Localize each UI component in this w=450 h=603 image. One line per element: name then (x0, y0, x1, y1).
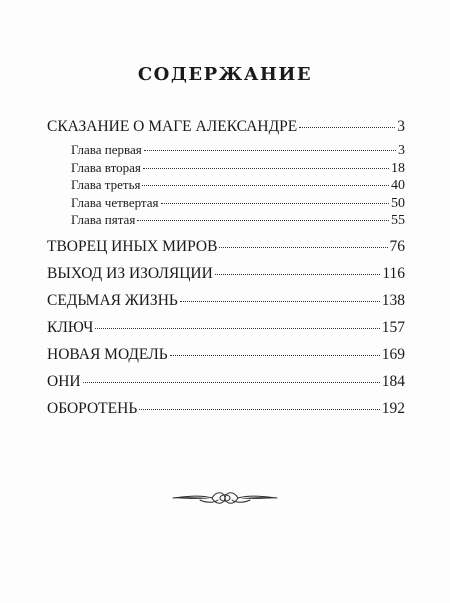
toc-entry-page: 3 (397, 118, 405, 135)
dot-leader (95, 328, 379, 329)
toc-entry-title: КЛЮЧ (47, 319, 94, 336)
toc-entry (47, 292, 405, 319)
toc-entry-title: СКАЗАНИЕ О МАГЕ АЛЕКСАНДРЕ (47, 118, 298, 135)
dot-leader (219, 247, 387, 248)
toc-entry (47, 400, 405, 427)
toc-entry (47, 118, 405, 142)
toc-entry-title: НОВАЯ МОДЕЛЬ (47, 346, 168, 363)
dot-leader (83, 382, 380, 383)
table-of-contents (47, 118, 405, 427)
toc-subentry-title: Глава третья (71, 177, 141, 192)
toc-subentry (47, 212, 405, 238)
toc-entry-page: 138 (381, 292, 405, 309)
dot-leader (180, 301, 380, 302)
toc-entry-page: 169 (381, 346, 405, 363)
toc-subentry (47, 142, 405, 160)
dot-leader (299, 127, 395, 128)
toc-subentry (47, 195, 405, 213)
toc-entry-page: 76 (389, 238, 405, 255)
dot-leader (137, 220, 389, 221)
toc-subentry-page: 40 (391, 178, 405, 193)
toc-entry-page: 116 (382, 265, 405, 282)
toc-subentry (47, 177, 405, 195)
toc-subentry-title: Глава вторая (71, 159, 141, 175)
toc-entry-title: ТВОРЕЦ ИНЫХ МИРОВ (47, 238, 218, 255)
toc-subentry-title: Глава первая (71, 142, 142, 157)
toc-entry-page: 157 (381, 319, 405, 336)
toc-subentry-page: 55 (391, 213, 405, 228)
toc-entry (47, 265, 405, 292)
toc-subentry-page: 18 (391, 160, 405, 176)
toc-entry (47, 373, 405, 400)
toc-subentry-title: Глава четвертая (71, 194, 159, 210)
toc-entry-title: СЕДЬМАЯ ЖИЗНЬ (47, 292, 178, 309)
dot-leader (143, 168, 389, 169)
toc-entry-title: ОНИ (47, 373, 81, 390)
dot-leader (215, 274, 381, 275)
toc-entry-title: ВЫХОД ИЗ ИЗОЛЯЦИИ (47, 265, 213, 282)
toc-entry (47, 238, 405, 265)
ornament-divider-icon (170, 487, 280, 509)
toc-entry-page: 184 (381, 373, 405, 390)
toc-entry-title: ОБОРОТЕНЬ (47, 400, 138, 417)
toc-subentry (47, 160, 405, 178)
toc-entry (47, 346, 405, 373)
dot-leader (139, 409, 380, 410)
dot-leader (161, 203, 389, 204)
toc-subentry-title: Глава пятая (71, 212, 136, 227)
toc-entry-page: 192 (381, 400, 405, 417)
toc-subentry-page: 50 (391, 195, 405, 211)
toc-subentry-page: 3 (398, 143, 405, 158)
toc-entry (47, 319, 405, 346)
dot-leader (170, 355, 380, 356)
dot-leader (144, 150, 396, 151)
dot-leader (142, 185, 389, 186)
page-title: СОДЕРЖАНИЕ (137, 64, 313, 85)
